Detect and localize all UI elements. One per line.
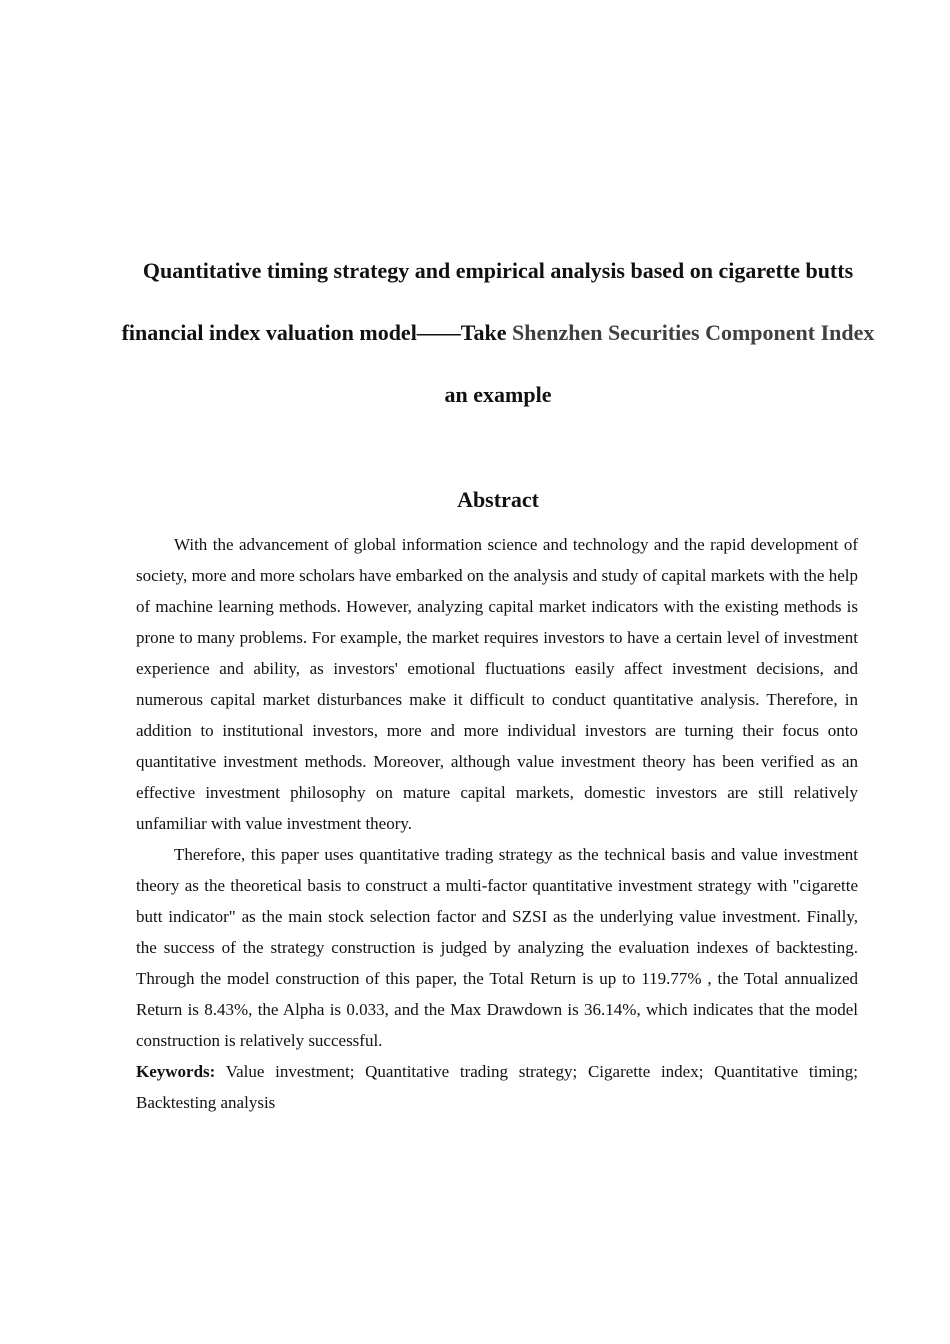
keywords-text: Value investment; Quantitative trading strategy; Cigarette index; Quantitative timing; Backtesting analysis [136,1062,858,1112]
paper-title [118,240,878,426]
abstract-heading: Abstract [457,487,539,512]
title-highlight-index-name: Shenzhen Securities Component Index [511,320,875,345]
title-text-part1: Quantitative timing strategy and empirical analysis based on cigarette butts financial index valuation model——Take [121,258,854,345]
keywords-label: Keywords: [136,1062,216,1081]
abstract-body [136,529,858,1118]
keywords-line [136,1056,858,1118]
abstract-paragraph-1: With the advancement of global information science and technology and the rapid development of society, more and more scholars have embarked on the analysis and study of capital markets with the help of machine learning methods. However, analyzing capital market indicators with the existing methods is prone to many problems. For example, the market requires investors to have a certain level of investment experience and ability, as investors' emotional fluctuations easily affect investment decisions, and numerous capital market disturbances make it difficult to conduct quantitative analysis. Therefore, in addition to institutional investors, more and more individual investors are turning their focus onto quantitative investment methods. Moreover, although value investment theory has been verified as an effective investment philosophy on mature capital markets, domestic investors are still relatively unfamiliar with value investment theory. [136,535,858,833]
title-text-part2: an example [444,382,552,407]
abstract-paragraph-2: Therefore, this paper uses quantitative trading strategy as the technical basis and value investment theory as the theoretical basis to construct a multi-factor quantitative investment strategy with "cigarette butt indicator" as the main stock selection factor and SZSI as the underlying value investment. Finally, the success of the strategy construction is judged by analyzing the evaluation indexes of backtesting. Through the model construction of this paper, the Total Return is up to 119.77% , the Total annualized Return is 8.43%, the Alpha is 0.033, and the Max Drawdown is 36.14%, which indicates that the model construction is relatively successful. [136,845,858,1050]
